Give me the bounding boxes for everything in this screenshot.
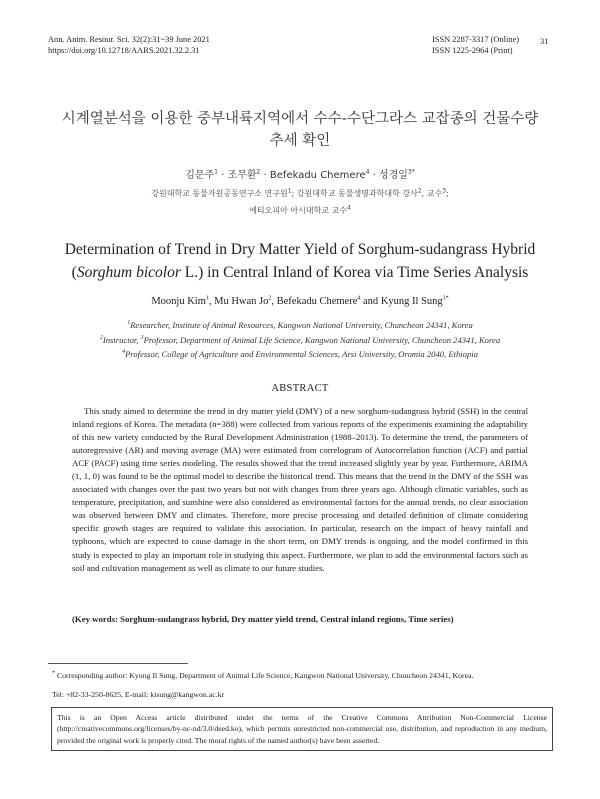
issn-print: ISSN 1225-2964 (Print) xyxy=(432,46,513,55)
english-affiliation-1 xyxy=(0,318,600,333)
affiliation-superscript: 4 xyxy=(347,204,351,212)
english-title-line1: Determination of Trend in Dry Matter Yield of Sorghum-sudangrass Hybrid xyxy=(64,241,536,258)
affiliation-text: ; 강원대학교 동물생명과학대학 강사 xyxy=(291,189,418,198)
open-access-license-box: This is an Open Access article distributed under the terms of the Creative Commons Attribution Non-Commercial License (http://creativecommons.org/licenses/by-nc-nd/3.0/deed.ko), which permits unrestricted non-commercial use, distribution, and reproduction in any medium, provided the original work is properly cited. The moral rights of the named author(s) have been asserted. xyxy=(51,707,553,751)
journal-header xyxy=(48,34,210,56)
english-affiliations xyxy=(0,318,600,362)
affiliation-superscript: 1 xyxy=(287,187,292,195)
title-text: L.) in Central Inland of Korea via Time Series Analysis xyxy=(180,264,529,281)
affiliation-text: Professor, College of Agriculture and Environmental Sciences, Arsi University, Oromia 2040, Ethiopia xyxy=(125,349,478,359)
korean-title-line2: 추세 확인 xyxy=(269,133,331,149)
author-separator: · xyxy=(369,170,379,181)
affiliation-superscript: 3 xyxy=(140,334,144,341)
affiliation-superscript: 2 xyxy=(99,334,103,341)
issn-online: ISSN 2287-3317 (Online) xyxy=(432,35,520,44)
corresponding-author-note xyxy=(52,671,474,680)
korean-title xyxy=(0,108,600,152)
korean-author: Befekadu Chemere xyxy=(269,170,366,181)
affiliation-superscript: 1 xyxy=(127,320,131,327)
author-superscript: 1 xyxy=(214,168,218,176)
affiliation-text: 강원대학교 동물자원공동연구소 연구원 xyxy=(151,189,288,198)
author-superscript: 3* xyxy=(442,295,449,302)
issn-block xyxy=(432,34,519,56)
author-superscript: 3* xyxy=(407,168,415,176)
journal-citation: Ann. Anim. Resour. Sci. 32(2):31~39 June 2021 xyxy=(48,35,210,44)
english-affiliation-3 xyxy=(0,347,600,362)
footnote-text: Corresponding author: Kyung Il Sung, Department of Animal Life Science, Kangwon National University, Chuncheon 24341, Korea. xyxy=(55,671,474,680)
english-author: Mu Hwan Jo xyxy=(214,296,269,307)
korean-author: 김문주 xyxy=(185,170,215,181)
affiliation-superscript: 2 xyxy=(417,187,422,195)
english-title xyxy=(0,238,600,284)
korean-authors xyxy=(0,166,600,181)
affiliation-text: 에티오피아 아시대학교 교수 xyxy=(249,206,347,215)
author-superscript: 4 xyxy=(357,295,361,302)
author-separator: · xyxy=(260,170,270,181)
affiliation-text: Researcher, Institute of Animal Resources, Kangwon National University, Chuncheon 24341, Korea xyxy=(130,320,473,330)
abstract-text: This study aimed to determine the trend in dry matter yield (DMY) of a new sorghum-sudangrass hybrid (SSH) in the central inland regions of Korea. The metadata (n=388) were collected from various reports of the experiments examining the adaptability of this new variety conducted by the Rural Development Administration (1988–2013). To determine the trend, the parameters of autoregressive (AR) and moving average (MA) were estimated from correlogram of Autocorrelation function (ACF) and partial ACF (PACF) using time series modeling. The results showed that the trend increased slightly year by year. Furthermore, ARIMA (1, 1, 0) was found to be the optimal model to describe the historical trend. This means that the trend in the DMY of the SSH was associated with changes over the past two years but not with changes from three years ago. Although climatic variables, such as temperature, precipitation, and sunshine were also considered as environmental factors for the annual trends, no clear association was observed between DMY and climates. Therefore, more precise processing and detailed definition of climate considering specific growth stages are required to validate this association. In particular, research on the impact of heavy rainfall and typhoons, which are expected to cause damage in the short term, on DMY trends is ongoing, and the model confirmed in this study is expected to play an important role in studying this aspect. Furthermore, we plan to add the environmental factors such as soil and cultivation management as well as climate to our future studies. xyxy=(72,406,528,573)
korean-title-line1: 시계열분석을 이용한 중부내륙지역에서 수수-수단그라스 교잡종의 건물수량 xyxy=(61,111,539,127)
author-superscript: 1 xyxy=(205,295,209,302)
title-paren: ( xyxy=(71,264,77,281)
english-author: Moonju Kim xyxy=(151,296,206,307)
page-number: 31 xyxy=(540,37,549,46)
affiliation-text: ; xyxy=(446,189,449,198)
footnote-divider xyxy=(48,663,188,664)
author-separator: , xyxy=(208,296,215,307)
english-authors xyxy=(0,296,600,307)
author-superscript: 2 xyxy=(256,168,261,176)
affiliation-superscript: 4 xyxy=(122,349,126,356)
korean-affiliation-line2 xyxy=(0,202,600,219)
footnote-marker: * xyxy=(52,670,55,677)
korean-affiliations xyxy=(0,185,600,219)
author-superscript: 2 xyxy=(268,295,272,302)
affiliation-text: Professor, Department of Animal Life Science, Kangwon National University, Chuncheon 24341, Korea xyxy=(143,334,501,345)
english-title-line2 xyxy=(0,261,600,284)
english-affiliation-2 xyxy=(0,333,600,348)
author-separator: , xyxy=(271,296,277,307)
english-author: Kyung Il Sung xyxy=(380,296,443,307)
affiliation-text: , 교수 xyxy=(421,189,443,198)
author-separator: · xyxy=(218,170,228,181)
affiliation-text: Instructor, xyxy=(102,334,141,345)
author-superscript: 4 xyxy=(365,168,370,176)
korean-author: 성경일 xyxy=(378,170,408,181)
english-author: Befekadu Chemere xyxy=(276,296,358,307)
korean-author: 조무환 xyxy=(227,170,257,181)
korean-affiliation-line1 xyxy=(0,185,600,202)
species-name: Sorghum bicolor xyxy=(76,264,181,281)
contact-info: Tel: +82-33-250-8625, E-mail: kisung@kangwon.ac.kr xyxy=(52,690,225,699)
author-separator: and xyxy=(360,296,381,307)
doi-link[interactable]: https://doi.org/10.12718/AARS.2021.32.2.31 xyxy=(48,46,200,55)
abstract-heading: ABSTRACT xyxy=(271,383,329,394)
affiliation-superscript: 3 xyxy=(442,187,447,195)
keywords: (Key words: Sorghum-sudangrass hybrid, Dry matter yield trend, Central inland regions, Time series) xyxy=(72,614,454,624)
